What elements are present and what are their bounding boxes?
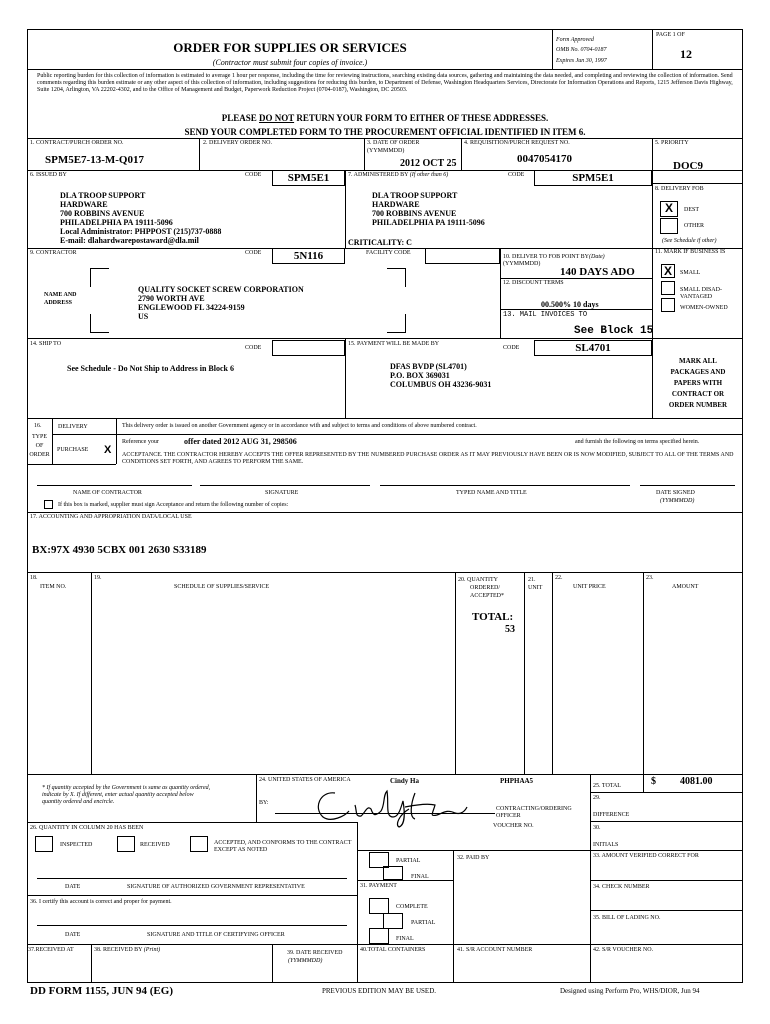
row1-top <box>27 138 743 139</box>
schedule-total-label: TOTAL: <box>472 611 514 623</box>
expires-date: Expires Jun 30, 1997 <box>556 58 607 64</box>
purchase-type-label: PURCHASE <box>57 447 89 453</box>
issued-line-3: 700 ROBBINS AVENUE <box>60 209 145 218</box>
criticality: CRITICALITY: C <box>348 238 412 247</box>
contracting-officer-signature <box>305 783 475 831</box>
final-checkbox-2[interactable] <box>369 928 389 944</box>
fob-dest-checkbox[interactable]: X <box>660 201 678 217</box>
accounting-value: BX:97X 4930 5CBX 001 2630 S33189 <box>32 544 207 556</box>
small-business-checkbox[interactable]: X <box>661 264 675 278</box>
partial-label-2: PARTIAL <box>411 920 436 926</box>
contractor-sig-line-4 <box>640 485 735 486</box>
burden-statement: Public reporting burden for this collection of information is estimated to average 1 hour per response, including the time for reviewing instructions, searching existing data sources, gathering and maintaining the data needed, and completing and reviewing the collection of information. Send comments regarding this burden estimate or any other aspect of this collection of information, including suggestions for reducing this burden, to Department of Defense, Washington Headquarters Services, Directorate for Information Operations and Reports, 1215 Jefferson Davis Highway, Suite 1204, Arlington, VA 22202-4302, and to the Office of Management and Budget, Paperwork Reduction Project (0704-0187), Washington, DC 20503. <box>37 73 733 93</box>
women-owned-checkbox[interactable] <box>661 298 675 312</box>
type-section-bottom <box>27 464 116 465</box>
name-and-label: NAME AND <box>44 292 77 298</box>
date-of-order-value: 2012 OCT 25 <box>400 158 457 169</box>
requisition-label: 4. REQUISITION/PURCH REQUEST NO. <box>464 140 570 146</box>
acceptance-text: ACCEPTANCE. THE CONTRACTOR HEREBY ACCEPTS THE OFFER REPRESENTED BY THE NUMBERED PURCHASE ORDER AS IT MAY PREVIOUSLY HAVE BEEN OR IS NOW MODIFIED, SUBJECT TO ALL OF THE TERMS AND CONDITIONS SET FORTH, AND AGREES TO PERFORM THE SAME. <box>122 452 734 465</box>
ship-to-code-box <box>272 340 345 356</box>
contract-no-label: 1. CONTRACT/PURCH ORDER NO. <box>30 140 124 146</box>
col23-label: AMOUNT <box>672 584 699 590</box>
final-checkbox-1[interactable] <box>383 866 403 880</box>
issued-by-label: 6. ISSUED BY <box>30 172 67 178</box>
previous-edition: PREVIOUS EDITION MAY BE USED. <box>322 987 437 995</box>
signature-stroke <box>318 791 467 827</box>
contractor-sig-line-2 <box>200 485 370 486</box>
check-number-label: 34. CHECK NUMBER <box>593 884 650 890</box>
accepted-label: ACCEPTED, AND CONFORMS TO THE CONTRACT EXCEPT AS NOTED <box>214 840 352 853</box>
mark-all-line-2: PACKAGES AND <box>670 368 726 376</box>
date-received-sub: (YYMMMDD) <box>288 958 323 964</box>
delivery-fob-label: 8. DELIVERY FOB <box>655 186 704 192</box>
issued-line-4: PHILADELPHIA PA 19111-5096 <box>60 218 173 227</box>
mark-all-line-1: MARK ALL <box>679 357 717 365</box>
fob-note: (See Schedule if other) <box>662 238 717 244</box>
disadvantaged-checkbox[interactable] <box>661 281 675 295</box>
administered-line-3: 700 ROBBINS AVENUE <box>372 209 457 218</box>
notice-pre: PLEASE <box>221 113 260 123</box>
col22-num: 22. <box>555 575 563 581</box>
col18-label: ITEM NO. <box>40 584 67 590</box>
payment-line-2: P.O. BOX 369031 <box>390 371 450 380</box>
date-signed-label: DATE SIGNED <box>656 490 695 496</box>
sched-div-21 <box>552 572 553 774</box>
label-26: 26. QUANTITY IN COLUMN 20 HAS BEEN <box>30 825 144 831</box>
typed-name-label: TYPED NAME AND TITLE <box>456 490 527 496</box>
type-col-div <box>52 418 53 464</box>
accounting-label: 17. ACCOUNTING AND APPROPRIATION DATA/LOCAL USE <box>30 514 192 520</box>
contractor-line-4: US <box>138 312 149 321</box>
partial-label-1: PARTIAL <box>396 858 421 864</box>
disadvantaged-label: SMALL DISAD-VANTAGED <box>680 287 722 300</box>
col18-num: 18. <box>30 575 38 581</box>
col20-line-3: ACCEPTED* <box>470 593 505 599</box>
address-bracket-tr <box>387 268 406 287</box>
payment-code: SL4701 <box>575 342 611 354</box>
col21-unit: UNIT <box>528 585 543 591</box>
administered-address <box>372 191 485 227</box>
total-25-value: 4081.00 <box>680 776 713 787</box>
date-received-label: 39. DATE RECEIVED <box>287 950 343 956</box>
schedule-top <box>27 572 743 573</box>
fob-other-label: OTHER <box>684 223 704 229</box>
mark-all-line-3: PAPERS WITH <box>673 379 723 387</box>
contract-no-value: SPM5E7-13-M-Q017 <box>45 154 144 166</box>
complete-label: COMPLETE <box>396 904 428 910</box>
purchase-type-mark[interactable]: X <box>104 444 112 456</box>
payment-code-box <box>534 340 652 356</box>
deliver-to-sub: (YYMMMDD) <box>503 261 541 267</box>
notice-post: RETURN YOUR FORM TO EITHER OF THESE ADDRESSES. <box>294 113 549 123</box>
address-bracket-br <box>387 314 406 333</box>
sr-account-label: 41. S/R ACCOUNT NUMBER <box>457 947 533 953</box>
deliver-to-label-note: (Date) <box>589 254 605 260</box>
row2-bottom <box>27 248 743 249</box>
deliver-to-label-text: 10. DELIVER TO FOB POINT BY <box>503 254 590 260</box>
reference-tail: and furnish the following on terms specified herein. <box>575 439 700 445</box>
final-label-1: FINAL <box>411 874 429 880</box>
contractor-address <box>138 285 304 321</box>
issued-by-address <box>60 191 221 245</box>
paid-by-label: 32. PAID BY <box>457 855 490 861</box>
complete-checkbox[interactable] <box>369 898 389 914</box>
row1-div-b <box>364 138 365 170</box>
payment-label: 15. PAYMENT WILL BE MADE BY <box>348 341 440 347</box>
received-by-text: 38. RECEIVED BY <box>94 947 143 953</box>
administered-code: SPM5E1 <box>572 172 614 184</box>
quantity-note: * If quantity accepted by the Government is same as quantity ordered, indicate by X. If different, enter actual quantity accepted below quantity ordered and encircle. <box>42 785 211 805</box>
sched-div-20 <box>524 572 525 774</box>
by-label: BY: <box>259 800 269 806</box>
sr-voucher-label: 42. S/R VOUCHER NO. <box>593 947 654 953</box>
form-title: ORDER FOR SUPPLIES OR SERVICES <box>173 40 407 55</box>
row-32-top <box>357 850 590 851</box>
row3-sub-2 <box>500 309 652 310</box>
row-31-top <box>357 880 453 881</box>
row4-div-a <box>345 338 346 418</box>
administered-line-1: DLA TROOP SUPPORT <box>372 191 458 200</box>
col23-num: 23. <box>646 575 654 581</box>
page-total: 12 <box>680 47 692 61</box>
usa-label: 24. UNITED STATES OF AMERICA <box>259 777 351 783</box>
row1-div-a <box>199 138 200 170</box>
mark-all-line-5: ORDER NUMBER <box>668 401 728 409</box>
delivery-type-label: DELIVERY <box>58 424 88 430</box>
address-label: ADDRESS <box>44 300 73 306</box>
administered-code-label: CODE <box>508 172 525 178</box>
label-30: 30. <box>593 825 601 831</box>
sched-div-19 <box>455 572 456 774</box>
priority-value: DOC9 <box>673 160 703 172</box>
copies-checkbox[interactable] <box>44 500 53 509</box>
inspected-label: INSPECTED <box>60 842 93 848</box>
administered-line-2: HARDWARE <box>372 200 420 209</box>
ship-to-value: See Schedule - Do Not Ship to Address in Block 6 <box>67 364 234 373</box>
contractor-code-label: CODE <box>245 250 262 256</box>
form-id: DD FORM 1155, JUN 94 (EG) <box>30 985 173 997</box>
small-business-label: SMALL <box>680 270 701 276</box>
footer-div-total <box>643 774 644 792</box>
ship-to-label: 14. SHIP TO <box>30 341 62 347</box>
ship-to-code-label: CODE <box>245 345 262 351</box>
row4-div-b <box>652 338 653 418</box>
issued-line-1: DLA TROOP SUPPORT <box>60 191 146 200</box>
address-bracket-tl <box>90 268 109 287</box>
col21-num: 21. <box>528 577 536 583</box>
priority-label: 5. PRIORITY <box>655 140 689 146</box>
designed-using: Designed using Perform Pro, WHS/DIOR, Jun 94 <box>560 987 700 995</box>
initials-label: INITIALS <box>593 842 619 848</box>
delivery-type-text: This delivery order is issued on another Government agency or in accordance with and subject to terms and conditions of above numbered contract. <box>122 423 477 429</box>
certifying-sig-line <box>37 925 347 926</box>
accepted-checkbox[interactable] <box>190 836 208 852</box>
col19-num: 19. <box>94 575 102 581</box>
usa-name: Cindy Ha <box>390 777 419 785</box>
col22-label: UNIT PRICE <box>573 584 606 590</box>
type-label-1: TYPE <box>32 434 47 440</box>
partial-checkbox-2[interactable] <box>383 913 403 929</box>
row-34-top <box>590 880 743 881</box>
reference-value: offer dated 2012 AUG 31, 298506 <box>184 437 297 446</box>
difference-bottom <box>590 821 743 822</box>
facility-code-label: FACILITY CODE <box>366 250 411 256</box>
row-36-top <box>27 895 357 896</box>
contractor-code: 5N116 <box>293 250 324 262</box>
mail-invoices-value: See Block 15 <box>574 325 654 337</box>
row4-bottom <box>27 418 743 419</box>
difference-label: DIFFERENCE <box>593 812 630 818</box>
type-16-label: 16. <box>34 423 42 429</box>
final-label-2: FINAL <box>396 936 414 942</box>
copies-note: If this box is marked, supplier must sign Acceptance and return the following number of copies: <box>58 502 289 508</box>
notice-underlined: DO NOT <box>259 113 295 123</box>
deliver-to-value: 140 DAYS ADO <box>560 266 635 278</box>
row3-bottom <box>27 338 743 339</box>
header-bottom-rule <box>27 69 743 70</box>
voucher-no-label: VOUCHER NO. <box>493 823 534 829</box>
payment-code-label: CODE <box>503 345 520 351</box>
inspected-checkbox[interactable] <box>35 836 53 852</box>
women-owned-label: WOMEN-OWNED <box>680 305 728 311</box>
payment-line-1: DFAS BVDP (SL4701) <box>390 362 467 371</box>
gov-rep-date-label: DATE <box>65 884 81 890</box>
notice-line-1 <box>27 113 743 123</box>
type-of-order-label <box>27 433 52 460</box>
header-divider-1 <box>552 29 553 69</box>
delivery-col-div <box>116 418 117 464</box>
mark-all-line-4: CONTRACT OR <box>671 390 725 398</box>
type-label-2: OF <box>35 443 44 449</box>
name-of-contractor-label: NAME OF CONTRACTOR <box>73 490 142 496</box>
row-35-top <box>590 910 743 911</box>
received-at-label: 37.RECEIVED AT <box>28 947 74 953</box>
row2-top-right <box>652 183 743 184</box>
contractor-line-2: 2790 WORTH AVE <box>138 294 205 303</box>
form-subtitle: (Contractor must submit four copies of invoice.) <box>212 58 368 67</box>
issued-line-6: E-mail: dlahardwarepostaward@dla.mil <box>60 236 199 245</box>
facility-code-box <box>425 248 500 264</box>
delivery-order-label: 2. DELIVERY ORDER NO. <box>203 140 272 146</box>
contractor-label: 9. CONTRACTOR <box>30 250 77 256</box>
amount-verified-label: 33. AMOUNT VERIFIED CORRECT FOR <box>593 853 699 859</box>
fob-other-checkbox[interactable] <box>660 218 678 234</box>
col20-line-2: ORDERED/ <box>470 585 500 591</box>
gov-rep-sig-line <box>37 878 347 879</box>
date-of-order-sub: (YYMMMDD) <box>367 148 405 154</box>
mark-all-packages <box>656 356 740 411</box>
omb-number: OMB No. 0704-0187 <box>556 47 607 53</box>
contracting-officer-label: CONTRACTING/ORDERING OFFICER <box>496 806 572 819</box>
form-approved: Form Approved <box>556 37 594 43</box>
header-divider-2 <box>652 29 653 69</box>
discount-label: 12. DISCOUNT TERMS <box>503 280 564 286</box>
sched-div-18 <box>91 572 92 774</box>
label-29: 29. <box>593 795 601 801</box>
total-25-currency: $ <box>651 776 656 787</box>
business-label: 11. MARK IF BUSINESS IS <box>655 249 726 255</box>
certifying-date-label: DATE <box>65 932 81 938</box>
payment-address <box>390 362 491 389</box>
contractor-line-3: ENGLEWOOD FL 34224-9159 <box>138 303 245 312</box>
delivery-row-bottom <box>52 434 743 435</box>
footer-div-32 <box>453 850 454 983</box>
administered-line-4: PHILADELPHIA PA 19111-5096 <box>372 218 485 227</box>
total-25-label: 25. TOTAL <box>593 783 621 789</box>
row3-div-a <box>500 248 501 338</box>
schedule-bottom <box>27 774 743 775</box>
date-of-order-label: 3. DATE OF ORDER <box>367 140 420 146</box>
issued-code: SPM5E1 <box>287 172 330 184</box>
footer-div-31 <box>357 822 358 983</box>
contractor-line-1: QUALITY SOCKET SCREW CORPORATION <box>138 285 304 294</box>
deliver-to-label <box>503 254 605 261</box>
initials-bottom <box>590 850 743 851</box>
administered-by-label <box>348 172 448 179</box>
row-37-top <box>27 944 743 945</box>
col20-label <box>458 576 504 600</box>
col20-line-1: 20. QUANTITY <box>458 577 498 583</box>
reference-label: Reference your <box>122 439 159 445</box>
payment-31-label: 31. PAYMENT <box>360 883 397 889</box>
sched-div-22 <box>643 572 644 774</box>
issued-code-label: CODE <box>245 172 262 178</box>
received-checkbox[interactable] <box>117 836 135 852</box>
discount-value: 00.500% 10 days <box>541 300 599 309</box>
col19-label: SCHEDULE OF SUPPLIES/SERVICE <box>174 584 270 590</box>
issued-line-2: HARDWARE <box>60 200 108 209</box>
fob-dest-label: DEST <box>684 207 699 213</box>
requisition-value: 0047054170 <box>517 153 572 165</box>
certifying-sig-label: SIGNATURE AND TITLE OF CERTIFYING OFFICER <box>147 932 285 938</box>
row3-sub-1 <box>500 278 652 279</box>
col21-label <box>528 576 542 592</box>
page-of-label: PAGE 1 OF <box>656 32 685 38</box>
address-bracket-bl <box>90 314 109 333</box>
contractor-code-box <box>272 248 345 264</box>
row-37-div-b <box>272 944 273 983</box>
contractor-sig-line-1 <box>37 485 192 486</box>
payment-line-3: COLUMBUS OH 43236-9031 <box>390 380 492 389</box>
administered-code-box <box>534 170 652 186</box>
bill-of-lading-label: 35. BILL OF LADING NO. <box>593 915 661 921</box>
issued-code-box <box>272 170 345 186</box>
received-by-label <box>94 947 160 954</box>
row1-div-c <box>461 138 462 170</box>
footer-div-right <box>590 774 591 983</box>
row-37-div-a <box>91 944 92 983</box>
total-25-bottom <box>590 792 743 793</box>
row2-div-mid <box>345 170 346 248</box>
type-label-3: ORDER <box>29 452 50 458</box>
administered-label-note: (If other than 6) <box>409 172 449 178</box>
signature-label: SIGNATURE <box>265 490 299 496</box>
row1-div-d <box>652 138 653 248</box>
notice-line-2: SEND YOUR COMPLETED FORM TO THE PROCUREMENT OFFICIAL IDENTIFIED IN ITEM 6. <box>184 127 586 137</box>
contractor-sig-line-3 <box>380 485 630 486</box>
administered-label-text: 7. ADMINISTERED BY <box>348 172 409 178</box>
accounting-top <box>27 512 743 513</box>
usa-code: PHPHAA5 <box>500 777 534 785</box>
certify-label: 36. I certify this account is correct and proper for payment. <box>30 899 172 905</box>
schedule-total-value: 53 <box>505 624 515 635</box>
footer-div-24 <box>256 774 257 822</box>
received-label: RECEIVED <box>140 842 170 848</box>
date-signed-sub: (YYMMMDD) <box>660 498 695 504</box>
received-by-note: (Print) <box>143 947 161 953</box>
issued-line-5: Local Administrator: PHPPOST (215)737-0888 <box>60 227 222 236</box>
gov-rep-sig-label: SIGNATURE OF AUTHORIZED GOVERNMENT REPRESENTATIVE <box>127 884 305 890</box>
total-containers-label: 40.TOTAL CONTAINERS <box>360 947 426 953</box>
mail-invoices-label: 13. MAIL INVOICES TO <box>503 311 588 319</box>
